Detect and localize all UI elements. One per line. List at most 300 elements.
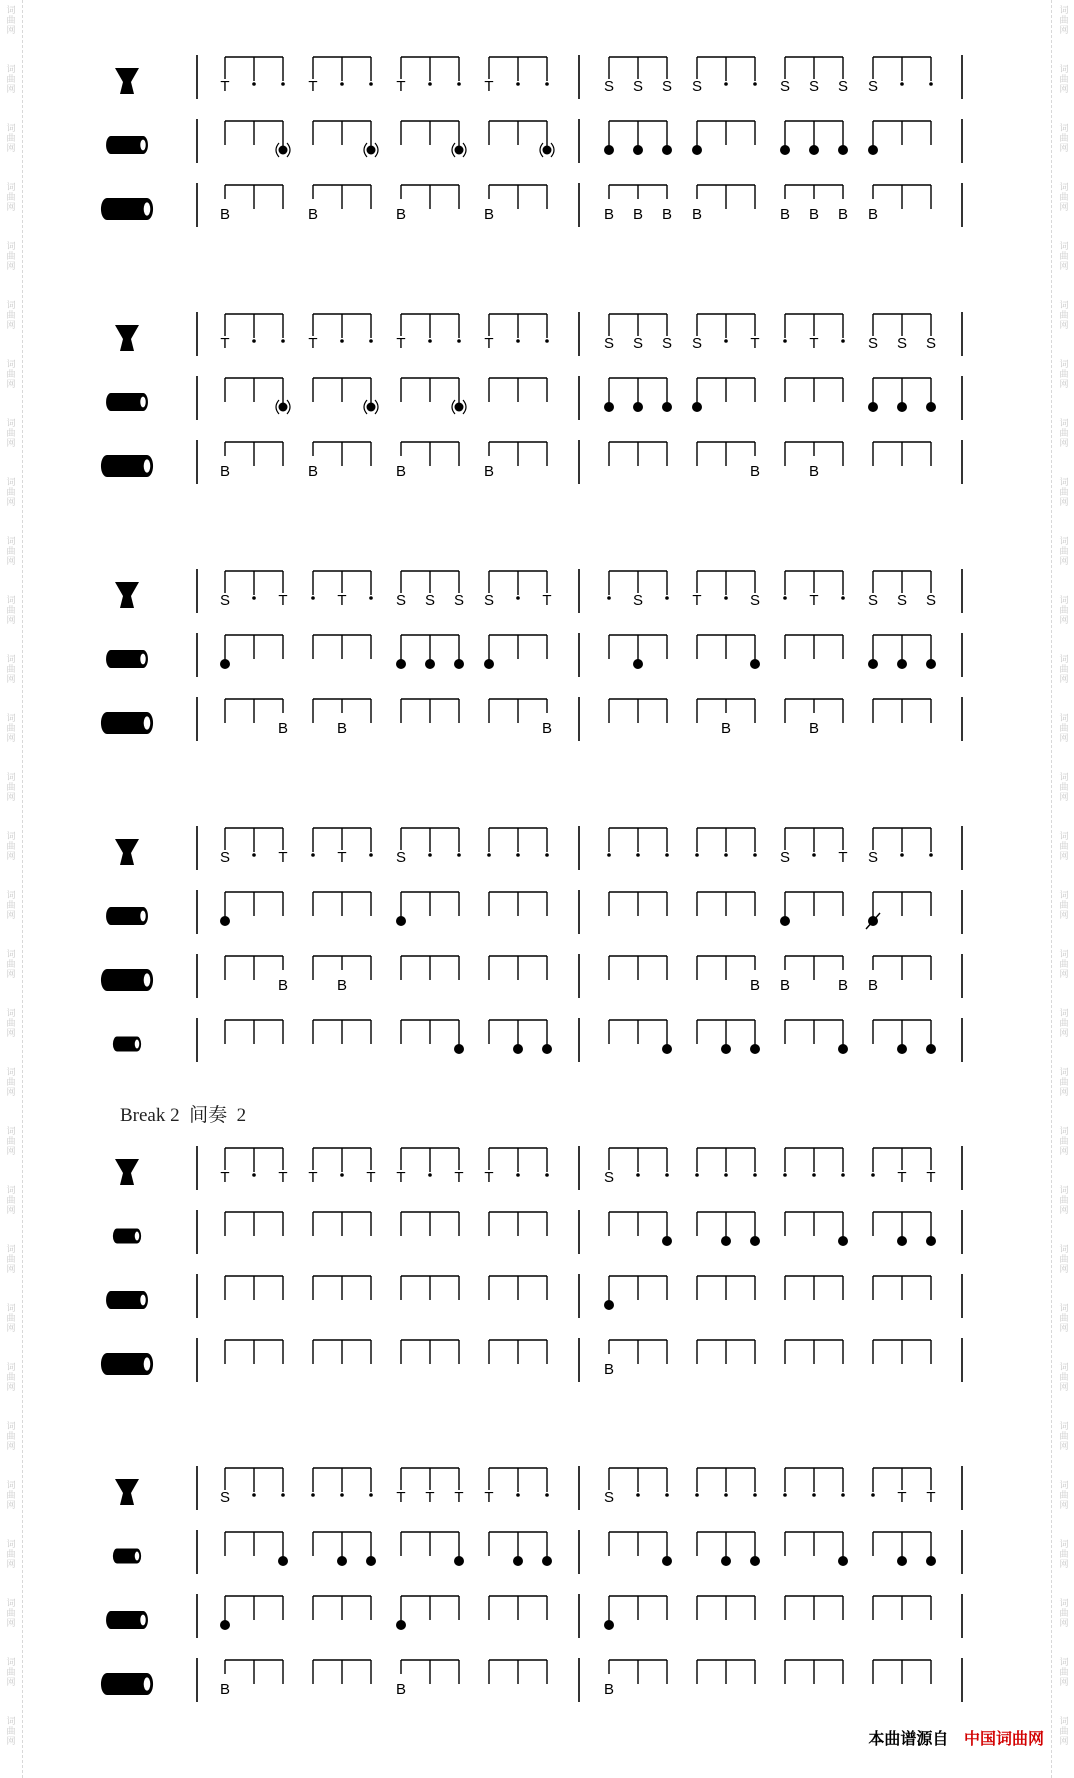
note-dot: [604, 402, 614, 412]
stroke-s: S: [691, 78, 703, 95]
staff-row-dundunba: [101, 183, 962, 227]
sangban-icon-back: [106, 1291, 116, 1309]
muted-note-dot: [543, 146, 552, 155]
rest-dot: [428, 1173, 432, 1177]
stroke-t: T: [484, 78, 494, 95]
rest-dot: [753, 1173, 757, 1177]
djembe-icon: [115, 325, 139, 351]
dundunba-icon-head: [144, 202, 151, 215]
stroke-b: B: [603, 1361, 615, 1378]
note-dot: [396, 659, 406, 669]
note-dot: [454, 659, 464, 669]
watermark-text: 词 曲 网: [1059, 1186, 1069, 1216]
dundunba-icon-back: [101, 712, 113, 734]
stroke-s: S: [424, 592, 436, 609]
stroke-b: B: [808, 206, 820, 223]
stroke-b: B: [749, 463, 761, 480]
stroke-b: B: [395, 463, 407, 480]
stroke-b: B: [720, 720, 732, 737]
dundunba-icon: [101, 1353, 153, 1375]
stroke-b: B: [395, 206, 407, 223]
watermark-text: 词 曲 网: [6, 1540, 16, 1570]
note-dot: [604, 1620, 614, 1630]
note-dot: [396, 916, 406, 926]
dundunba-icon-back: [101, 1353, 113, 1375]
watermark-text: 词 曲 网: [1059, 1481, 1069, 1511]
watermark-text: 词 曲 网: [1059, 6, 1069, 36]
watermark-text: 词 曲 网: [6, 714, 16, 744]
note-dot: [484, 659, 494, 669]
watermark-text: 词 曲 网: [1059, 1599, 1069, 1629]
sangban-icon: [106, 650, 148, 668]
note-dot: [750, 1236, 760, 1246]
watermark-text: 词 曲 网: [1059, 1540, 1069, 1570]
rest-dot: [841, 1173, 845, 1177]
note-dot: [662, 1556, 672, 1566]
stroke-s: S: [896, 335, 908, 352]
stroke-s: S: [603, 1169, 615, 1186]
note-dot: [897, 1044, 907, 1054]
staff-row-dundunba: [101, 1338, 962, 1382]
note-dot: [513, 1044, 523, 1054]
note-dot: [721, 1556, 731, 1566]
rest-dot: [311, 596, 315, 600]
watermark-text: 词 曲 网: [1059, 1717, 1069, 1747]
stroke-b: B: [837, 977, 849, 994]
rest-dot: [753, 1493, 757, 1497]
stroke-b: B: [661, 206, 673, 223]
stroke-t: T: [454, 1489, 464, 1506]
staff-row-djembe: [115, 1146, 962, 1190]
kenkeni-icon-back: [113, 1229, 121, 1244]
note-dot: [868, 402, 878, 412]
note-dot: [220, 1620, 230, 1630]
stroke-s: S: [603, 335, 615, 352]
rest-dot: [929, 82, 933, 86]
stroke-b: B: [395, 1681, 407, 1698]
stroke-b: B: [307, 206, 319, 223]
stroke-s: S: [632, 592, 644, 609]
rest-dot: [311, 853, 315, 857]
rest-dot: [311, 1493, 315, 1497]
dundunba-icon-head: [144, 1677, 151, 1690]
sangban-icon: [106, 1291, 148, 1309]
watermark-text: 词 曲 网: [6, 1068, 16, 1098]
note-dot: [838, 1236, 848, 1246]
stroke-t: T: [809, 335, 819, 352]
djembe-icon-shape: [115, 839, 139, 865]
djembe-icon-shape: [115, 68, 139, 94]
stroke-s: S: [925, 335, 937, 352]
rest-dot: [783, 1493, 787, 1497]
staff-row-kenkeni: [113, 1210, 962, 1254]
rest-dot: [753, 853, 757, 857]
note-dot: [838, 1556, 848, 1566]
rest-dot: [369, 596, 373, 600]
note-dot: [604, 145, 614, 155]
rest-dot: [724, 339, 728, 343]
stroke-t: T: [484, 1169, 494, 1186]
kenkeni-icon: [113, 1229, 141, 1244]
note-dot: [838, 145, 848, 155]
stroke-t: T: [454, 1169, 464, 1186]
stroke-b: B: [219, 206, 231, 223]
stroke-t: T: [396, 78, 406, 95]
kenkeni-icon-head: [135, 1232, 140, 1241]
staff-row-kenkeni: [113, 1530, 962, 1574]
watermark-text: 词 曲 网: [1059, 1304, 1069, 1334]
note-dot: [396, 1620, 406, 1630]
sangban-icon: [106, 907, 148, 925]
rest-dot: [252, 339, 256, 343]
dundunba-icon-back: [101, 455, 113, 477]
stroke-t: T: [542, 592, 552, 609]
footer-site-link[interactable]: 中国词曲网: [963, 1729, 1044, 1748]
rest-dot: [281, 82, 285, 86]
footer-source-label: 本曲谱源自: [868, 1729, 949, 1748]
watermark-text: 词 曲 网: [6, 773, 16, 803]
watermark-text: 词 曲 网: [6, 1363, 16, 1393]
stroke-t: T: [308, 78, 318, 95]
note-dot: [721, 1044, 731, 1054]
rest-dot: [724, 1493, 728, 1497]
rest-dot: [665, 1173, 669, 1177]
rest-dot: [900, 82, 904, 86]
stroke-b: B: [336, 720, 348, 737]
muted-note-dot: [367, 403, 376, 412]
note-dot: [897, 1236, 907, 1246]
staff-row-dundunba: [101, 697, 962, 741]
djembe-icon: [115, 68, 139, 94]
note-dot: [721, 1236, 731, 1246]
rest-dot: [252, 1173, 256, 1177]
rest-dot: [783, 596, 787, 600]
rest-dot: [636, 1173, 640, 1177]
stroke-s: S: [867, 78, 879, 95]
kenkeni-icon-head: [135, 1040, 140, 1049]
stroke-b: B: [779, 977, 791, 994]
note-dot: [662, 1236, 672, 1246]
stroke-s: S: [779, 849, 791, 866]
rest-dot: [812, 853, 816, 857]
staff-row-djembe: [115, 312, 962, 356]
dundunba-icon: [101, 455, 153, 477]
rest-dot: [457, 339, 461, 343]
staff-row-sangban: [106, 1594, 962, 1638]
watermark-text: 词 曲 网: [1059, 655, 1069, 685]
note-dot: [366, 1556, 376, 1566]
watermark-text: 词 曲 网: [1059, 1422, 1069, 1452]
rest-dot: [516, 82, 520, 86]
watermark-text: 词 曲 网: [1059, 950, 1069, 980]
stroke-t: T: [278, 592, 288, 609]
note-dot: [662, 402, 672, 412]
stroke-s: S: [632, 335, 644, 352]
staff-row-djembe: [115, 55, 962, 99]
stroke-b: B: [541, 720, 553, 737]
note-dot: [897, 1556, 907, 1566]
rest-dot: [871, 1173, 875, 1177]
note-dot: [780, 916, 790, 926]
stroke-b: B: [867, 206, 879, 223]
watermark-text: 词 曲 网: [1059, 537, 1069, 567]
staff-row-sangban: [106, 633, 962, 677]
muted-note-dot: [279, 403, 288, 412]
rest-dot: [516, 596, 520, 600]
rest-dot: [369, 1493, 373, 1497]
rest-dot: [252, 596, 256, 600]
note-dot: [692, 402, 702, 412]
djembe-icon-shape: [115, 1159, 139, 1185]
stroke-b: B: [219, 1681, 231, 1698]
rest-dot: [457, 82, 461, 86]
rest-dot: [607, 853, 611, 857]
stroke-s: S: [749, 592, 761, 609]
rest-dot: [636, 1493, 640, 1497]
rest-dot: [545, 853, 549, 857]
stroke-s: S: [395, 849, 407, 866]
rest-dot: [516, 1493, 520, 1497]
note-dot: [838, 1044, 848, 1054]
djembe-icon-shape: [115, 1479, 139, 1505]
muted-note-dot: [367, 146, 376, 155]
dundunba-icon-head: [144, 459, 151, 472]
watermark-text: 词 曲 网: [6, 1304, 16, 1334]
rest-dot: [340, 1173, 344, 1177]
watermark-text: 词 曲 网: [1059, 1363, 1069, 1393]
stroke-t: T: [396, 335, 406, 352]
stroke-b: B: [837, 206, 849, 223]
sangban-icon: [106, 393, 148, 411]
djembe-icon: [115, 839, 139, 865]
watermark-text: 词 曲 网: [1059, 419, 1069, 449]
sangban-icon-back: [106, 907, 116, 925]
watermark-text: 词 曲 网: [1059, 596, 1069, 626]
rest-dot: [753, 82, 757, 86]
note-dot: [454, 1044, 464, 1054]
staff-row-sangban: [106, 119, 962, 163]
watermark-text: 词 曲 网: [1059, 65, 1069, 95]
staff-row-sangban: [106, 376, 962, 420]
rest-dot: [812, 1173, 816, 1177]
stroke-b: B: [277, 720, 289, 737]
rest-dot: [340, 339, 344, 343]
rest-dot: [665, 596, 669, 600]
note-dot: [542, 1044, 552, 1054]
stroke-b: B: [808, 463, 820, 480]
sangban-icon: [106, 1611, 148, 1629]
kenkeni-icon-back: [113, 1549, 121, 1564]
rest-dot: [545, 1173, 549, 1177]
watermark-text: 词 曲 网: [6, 183, 16, 213]
watermark-text: 词 曲 网: [6, 655, 16, 685]
stroke-s: S: [691, 335, 703, 352]
dundunba-icon-head: [144, 716, 151, 729]
sangban-icon-back: [106, 650, 116, 668]
staff-row-dundunba: [101, 1658, 962, 1702]
stroke-b: B: [779, 206, 791, 223]
dundunba-icon: [101, 969, 153, 991]
stroke-t: T: [484, 335, 494, 352]
djembe-icon: [115, 582, 139, 608]
stroke-t: T: [838, 849, 848, 866]
note-dot: [662, 1044, 672, 1054]
note-dot: [780, 145, 790, 155]
score-system-2: [101, 312, 962, 484]
score-system-1: [101, 55, 962, 227]
rest-dot: [369, 339, 373, 343]
stroke-t: T: [396, 1489, 406, 1506]
watermark-text: 词 曲 网: [6, 596, 16, 626]
stroke-s: S: [867, 335, 879, 352]
stroke-b: B: [603, 206, 615, 223]
watermark-text: 词 曲 网: [6, 1422, 16, 1452]
note-dot: [604, 1300, 614, 1310]
muted-note-dot: [455, 146, 464, 155]
rest-dot: [841, 339, 845, 343]
stroke-t: T: [926, 1489, 936, 1506]
stroke-t: T: [750, 335, 760, 352]
watermark-text: 词 曲 网: [1059, 183, 1069, 213]
dundunba-icon: [101, 198, 153, 220]
kenkeni-icon-head: [135, 1552, 140, 1561]
rest-dot: [428, 853, 432, 857]
note-dot: [809, 145, 819, 155]
note-dot: [926, 659, 936, 669]
note-dot: [454, 1556, 464, 1566]
watermark-text: 词 曲 网: [1059, 124, 1069, 154]
kenkeni-icon-back: [113, 1037, 121, 1052]
stroke-b: B: [483, 206, 495, 223]
watermark-text: 词 曲 网: [1059, 478, 1069, 508]
rest-dot: [545, 82, 549, 86]
stroke-b: B: [307, 463, 319, 480]
note-dot: [750, 659, 760, 669]
rest-dot: [900, 853, 904, 857]
rest-dot: [252, 853, 256, 857]
stroke-b: B: [219, 463, 231, 480]
djembe-icon-shape: [115, 325, 139, 351]
watermark-text: 词 曲 网: [1059, 773, 1069, 803]
stroke-s: S: [661, 78, 673, 95]
stroke-s: S: [896, 592, 908, 609]
stroke-b: B: [867, 977, 879, 994]
staff-row-dundunba: [101, 440, 962, 484]
staff-row-sangban: [106, 1274, 962, 1318]
watermark-text: 词 曲 网: [1059, 1658, 1069, 1688]
watermark-text: 词 曲 网: [1059, 714, 1069, 744]
stroke-s: S: [925, 592, 937, 609]
stroke-t: T: [396, 1169, 406, 1186]
staff-row-sangban: [106, 890, 962, 934]
note-dot: [633, 659, 643, 669]
rest-dot: [607, 596, 611, 600]
stroke-t: T: [366, 1169, 376, 1186]
section-title: Break 2 间奏 2: [120, 1105, 247, 1126]
stroke-s: S: [219, 849, 231, 866]
rest-dot: [841, 596, 845, 600]
score-system-3: [101, 569, 962, 741]
dundunba-icon-back: [101, 1673, 113, 1695]
stroke-s: S: [837, 78, 849, 95]
stroke-t: T: [220, 78, 230, 95]
stroke-s: S: [779, 78, 791, 95]
rest-dot: [695, 853, 699, 857]
stroke-b: B: [277, 977, 289, 994]
watermark-text: 词 曲 网: [6, 124, 16, 154]
rest-dot: [665, 1493, 669, 1497]
rest-dot: [812, 1493, 816, 1497]
rest-dot: [516, 1173, 520, 1177]
stroke-t: T: [220, 335, 230, 352]
score-system-5: [101, 1146, 962, 1382]
rest-dot: [636, 853, 640, 857]
stroke-b: B: [808, 720, 820, 737]
rest-dot: [724, 1173, 728, 1177]
watermark-text: 词 曲 网: [1059, 1068, 1069, 1098]
watermark-text: 词 曲 网: [6, 1717, 16, 1747]
watermark-text: 词 曲 网: [1059, 301, 1069, 331]
stroke-t: T: [809, 592, 819, 609]
dundunba-icon-head: [144, 1357, 151, 1370]
dundunba-icon: [101, 1673, 153, 1695]
dundunba-icon-back: [101, 198, 113, 220]
stroke-b: B: [749, 977, 761, 994]
rest-dot: [516, 339, 520, 343]
rest-dot: [871, 1493, 875, 1497]
rest-dot: [545, 339, 549, 343]
watermark-text: 词 曲 网: [6, 242, 16, 272]
dundunba-icon-head: [144, 973, 151, 986]
score-system-6: [101, 1466, 962, 1702]
watermark-text: 词 曲 网: [6, 1009, 16, 1039]
stroke-s: S: [219, 592, 231, 609]
watermark-text: 词 曲 网: [1059, 1127, 1069, 1157]
watermark-text: 词 曲 网: [1059, 891, 1069, 921]
kenkeni-icon: [113, 1037, 141, 1052]
sangban-icon: [106, 136, 148, 154]
stroke-s: S: [661, 335, 673, 352]
sangban-icon-head: [140, 1295, 145, 1306]
watermark-text: 词 曲 网: [1059, 360, 1069, 390]
rest-dot: [516, 853, 520, 857]
rest-dot: [841, 1493, 845, 1497]
stroke-t: T: [308, 335, 318, 352]
watermark-text: 词 曲 网: [6, 1599, 16, 1629]
watermark-text: 词 曲 网: [6, 1127, 16, 1157]
note-dot: [926, 1236, 936, 1246]
watermark-text: 词 曲 网: [6, 65, 16, 95]
note-dot: [220, 916, 230, 926]
rest-dot: [695, 1173, 699, 1177]
stroke-s: S: [867, 592, 879, 609]
stroke-s: S: [219, 1489, 231, 1506]
note-dot: [897, 402, 907, 412]
rest-dot: [724, 82, 728, 86]
rest-dot: [724, 853, 728, 857]
note-dot: [868, 145, 878, 155]
watermark-text: 词 曲 网: [1059, 1009, 1069, 1039]
rest-dot: [281, 339, 285, 343]
watermark-text: 词 曲 网: [6, 832, 16, 862]
stroke-t: T: [337, 592, 347, 609]
footer-credit: [868, 1726, 1044, 1749]
rest-dot: [487, 853, 491, 857]
note-dot: [926, 402, 936, 412]
sangban-icon-back: [106, 136, 116, 154]
muted-note-dot: [279, 146, 288, 155]
watermark-text: 词 曲 网: [6, 6, 16, 36]
